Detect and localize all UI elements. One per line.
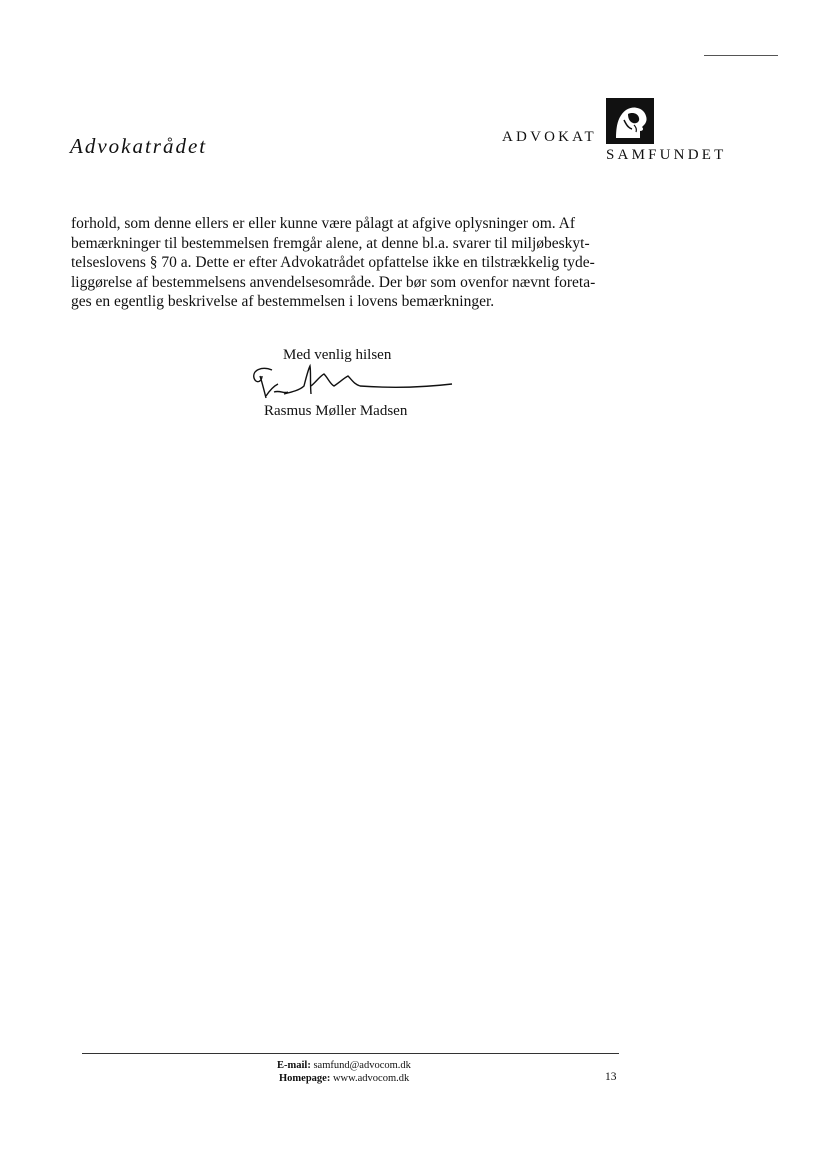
footer-homepage-value: www.advocom.dk bbox=[332, 1073, 410, 1084]
signer-name: Rasmus Møller Madsen bbox=[264, 403, 408, 419]
header-title: Advokatrådet bbox=[70, 134, 208, 158]
footer-homepage-label: Homepage: bbox=[279, 1073, 331, 1084]
letter-body bbox=[71, 214, 616, 312]
closing-greeting: Med venlig hilsen bbox=[283, 347, 392, 363]
body-line: telseslovens § 70 a. Dette er efter Advokatrådet opfattelse ikke en tilstrækkelig tyde- bbox=[71, 254, 595, 271]
body-line: liggørelse af bestemmelsens anvendelsesområde. Der bør som ovenfor nævnt foreta- bbox=[71, 273, 596, 291]
footer-email bbox=[277, 1060, 411, 1071]
footer-homepage bbox=[279, 1073, 409, 1084]
footer-rule bbox=[82, 1053, 619, 1054]
body-line: ges en egentlig beskrivelse af bestemmelsen i lovens bemærkninger. bbox=[71, 293, 495, 310]
body-line: bemærkninger til bestemmelsen fremgår alene, at denne bl.a. svarer til miljøbeskyt- bbox=[71, 234, 590, 252]
body-line: forhold, som denne ellers er eller kunne være pålagt at afgive oplysninger om. Af bbox=[71, 215, 576, 232]
top-right-rule bbox=[704, 55, 778, 56]
footer-email-value: samfund@advocom.dk bbox=[313, 1060, 411, 1071]
footer-email-label: E-mail: bbox=[277, 1060, 311, 1071]
logo-text-samfundet: SAMFUNDET bbox=[606, 147, 727, 163]
profile-head-emblem-icon bbox=[606, 98, 654, 144]
logo-text-advokat: ADVOKAT bbox=[502, 129, 597, 145]
handwritten-signature bbox=[248, 356, 458, 406]
page-number: 13 bbox=[605, 1071, 617, 1083]
